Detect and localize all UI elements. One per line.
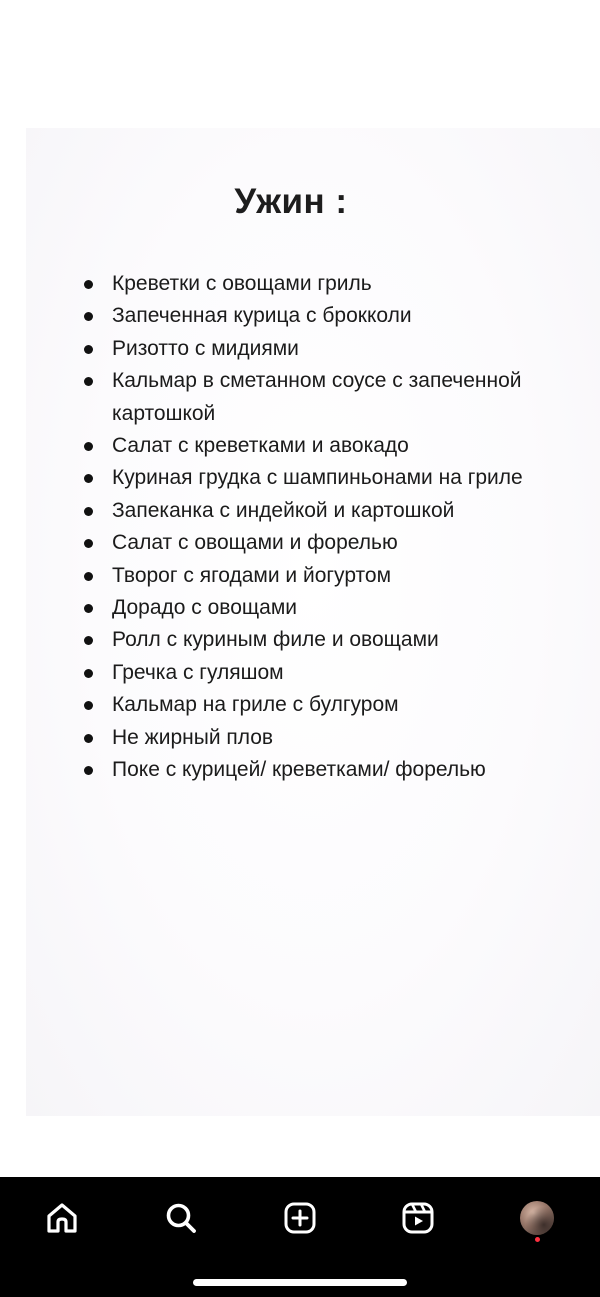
list-item: Салат с овощами и форелью <box>83 527 563 559</box>
search-button[interactable] <box>158 1195 204 1241</box>
bullet <box>84 345 93 354</box>
list-item: Салат с креветками и авокадо <box>83 430 563 462</box>
post-title: Ужин : <box>234 182 348 221</box>
bullet <box>84 507 93 516</box>
list-item: Куриная грудка с шампиньонами на гриле <box>83 462 563 494</box>
bullet <box>84 474 93 483</box>
search-icon <box>163 1200 199 1236</box>
list-item: Креветки с овощами гриль <box>83 268 563 300</box>
bullet <box>84 669 93 678</box>
bottom-nav-bar <box>0 1177 600 1297</box>
reels-icon <box>400 1200 436 1236</box>
home-icon <box>44 1200 80 1236</box>
notification-dot <box>535 1237 540 1242</box>
list-item: Не жирный плов <box>83 722 563 754</box>
list-item: Поке с курицей/ креветками/ форелью <box>83 754 563 786</box>
bullet <box>84 442 93 451</box>
bullet <box>84 701 93 710</box>
bullet <box>84 572 93 581</box>
dinner-list <box>83 268 563 787</box>
create-button[interactable] <box>277 1195 323 1241</box>
bullet <box>84 636 93 645</box>
list-item: Гречка с гуляшом <box>83 657 563 689</box>
create-icon <box>282 1200 318 1236</box>
bullet <box>84 377 93 386</box>
list-item: Кальмар в сметанном соусе с запеченной картошкой <box>83 365 563 430</box>
list-item: Кальмар на гриле с булгуром <box>83 689 563 721</box>
list-item: Творог с ягодами и йогуртом <box>83 560 563 592</box>
profile-avatar <box>520 1201 554 1235</box>
bullet <box>84 312 93 321</box>
home-indicator[interactable] <box>193 1279 407 1286</box>
bullet <box>84 604 93 613</box>
list-item: Запеканка с индейкой и картошкой <box>83 495 563 527</box>
list-item: Дорадо с овощами <box>83 592 563 624</box>
bullet <box>84 734 93 743</box>
bullet <box>84 766 93 775</box>
list-item: Ризотто с мидиями <box>83 333 563 365</box>
profile-button[interactable] <box>514 1195 560 1241</box>
bullet <box>84 539 93 548</box>
home-button[interactable] <box>39 1195 85 1241</box>
avatar-shading <box>520 1201 554 1235</box>
list-item: Ролл с куриным филе и овощами <box>83 624 563 656</box>
bullet <box>84 280 93 289</box>
reels-button[interactable] <box>395 1195 441 1241</box>
list-item: Запеченная курица с брокколи <box>83 300 563 332</box>
